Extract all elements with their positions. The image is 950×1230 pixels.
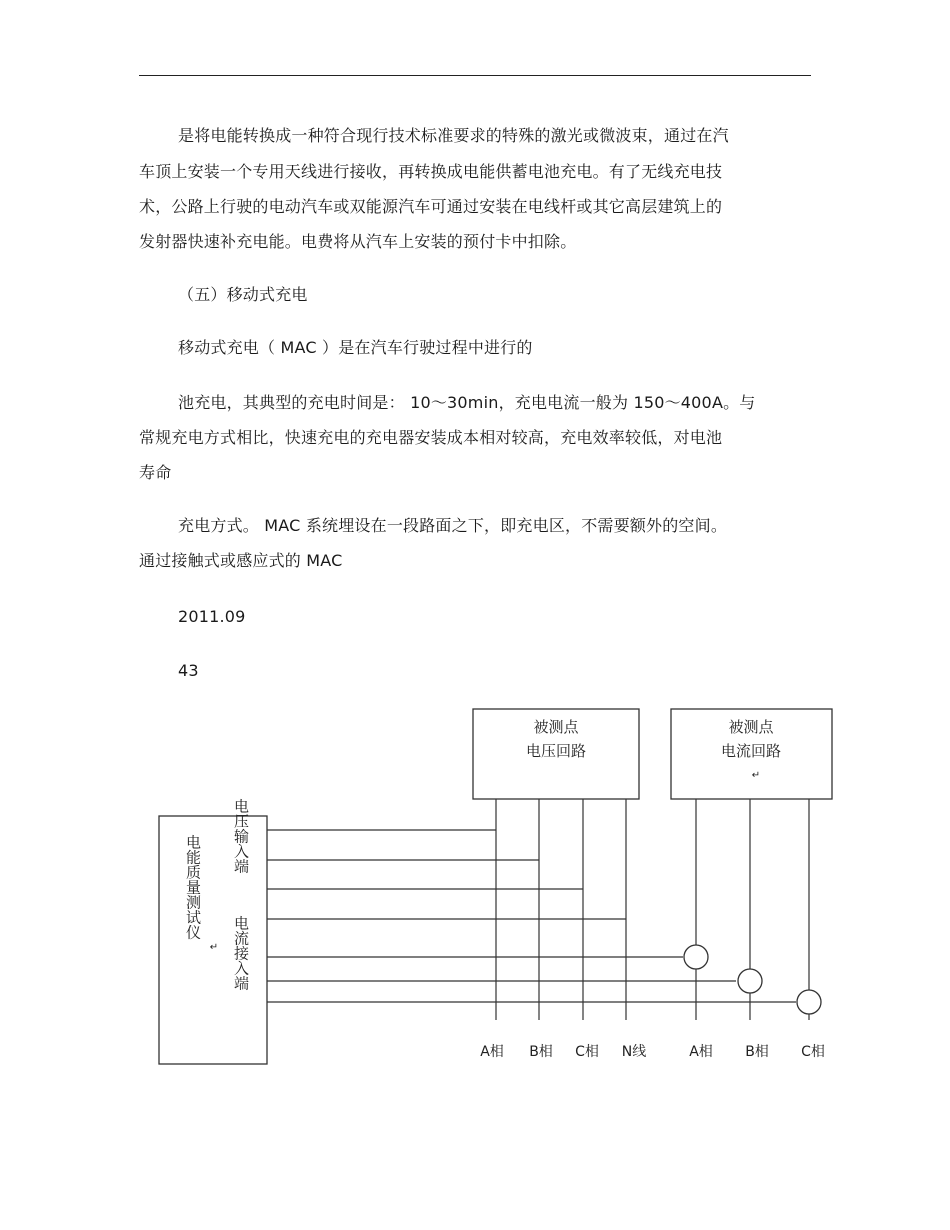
section-heading: （五）移动式充电: [178, 285, 308, 304]
voltage-box-label-2: 电压回路: [525, 742, 587, 760]
paragraph-line: 寿命: [139, 463, 172, 482]
phase-label-c: C相: [575, 1044, 599, 1060]
current-input-label: 电流接入端: [232, 915, 250, 991]
instrument-label: 电能质量测试仪: [184, 834, 202, 940]
paragraph-line: 移动式充电（ MAC ）是在汽车行驶过程中进行的: [178, 338, 533, 357]
page-number: 43: [178, 661, 199, 680]
issue-date: 2011.09: [178, 607, 246, 626]
paragraph-line: 发射器快速补充电能。电费将从汽车上安装的预付卡中扣除。: [139, 232, 577, 251]
paragraph-line: 是将电能转换成一种符合现行技术标准要求的特殊的激光或微波束，通过在汽: [178, 126, 729, 145]
paragraph-line: 充电方式。 MAC 系统埋设在一段路面之下，即充电区，不需要额外的空间。: [178, 516, 728, 535]
voltage-box-label-1: 被测点: [533, 718, 579, 736]
paragraph-line: 池充电，其典型的充电时间是： 10～30min，充电电流一般为 150～400A。与: [178, 393, 756, 412]
current-clamp-a: [684, 945, 708, 969]
paragraph-line: 车顶上安装一个专用天线进行接收，再转换成电能供蓄电池充电。有了无线充电技: [139, 162, 723, 181]
paragraph-mark: ↵: [209, 942, 219, 953]
paragraph-line: 术，公路上行驶的电动汽车或双能源汽车可通过安装在电线杆或其它高层建筑上的: [139, 197, 723, 216]
paragraph-mark: ↵: [751, 770, 761, 781]
phase-label-b: B相: [529, 1044, 553, 1060]
current-phase-label-b: B相: [745, 1044, 769, 1060]
current-box-label-1: 被测点: [728, 718, 774, 736]
neutral-label: N线: [621, 1044, 647, 1060]
paragraph-line: 常规充电方式相比，快速充电的充电器安装成本相对较高，充电效率较低，对电池: [139, 428, 723, 447]
phase-label-a: A相: [480, 1044, 504, 1060]
instrument-box: [159, 816, 267, 1064]
current-box-label-2: 电流回路: [720, 742, 782, 760]
current-phase-label-a: A相: [689, 1044, 713, 1060]
paragraph-line: 通过接触式或感应式的 MAC: [139, 551, 343, 570]
current-clamp-c: [797, 990, 821, 1014]
current-clamp-b: [738, 969, 762, 993]
voltage-input-label: 电压输入端: [232, 798, 250, 874]
current-phase-label-c: C相: [801, 1044, 825, 1060]
